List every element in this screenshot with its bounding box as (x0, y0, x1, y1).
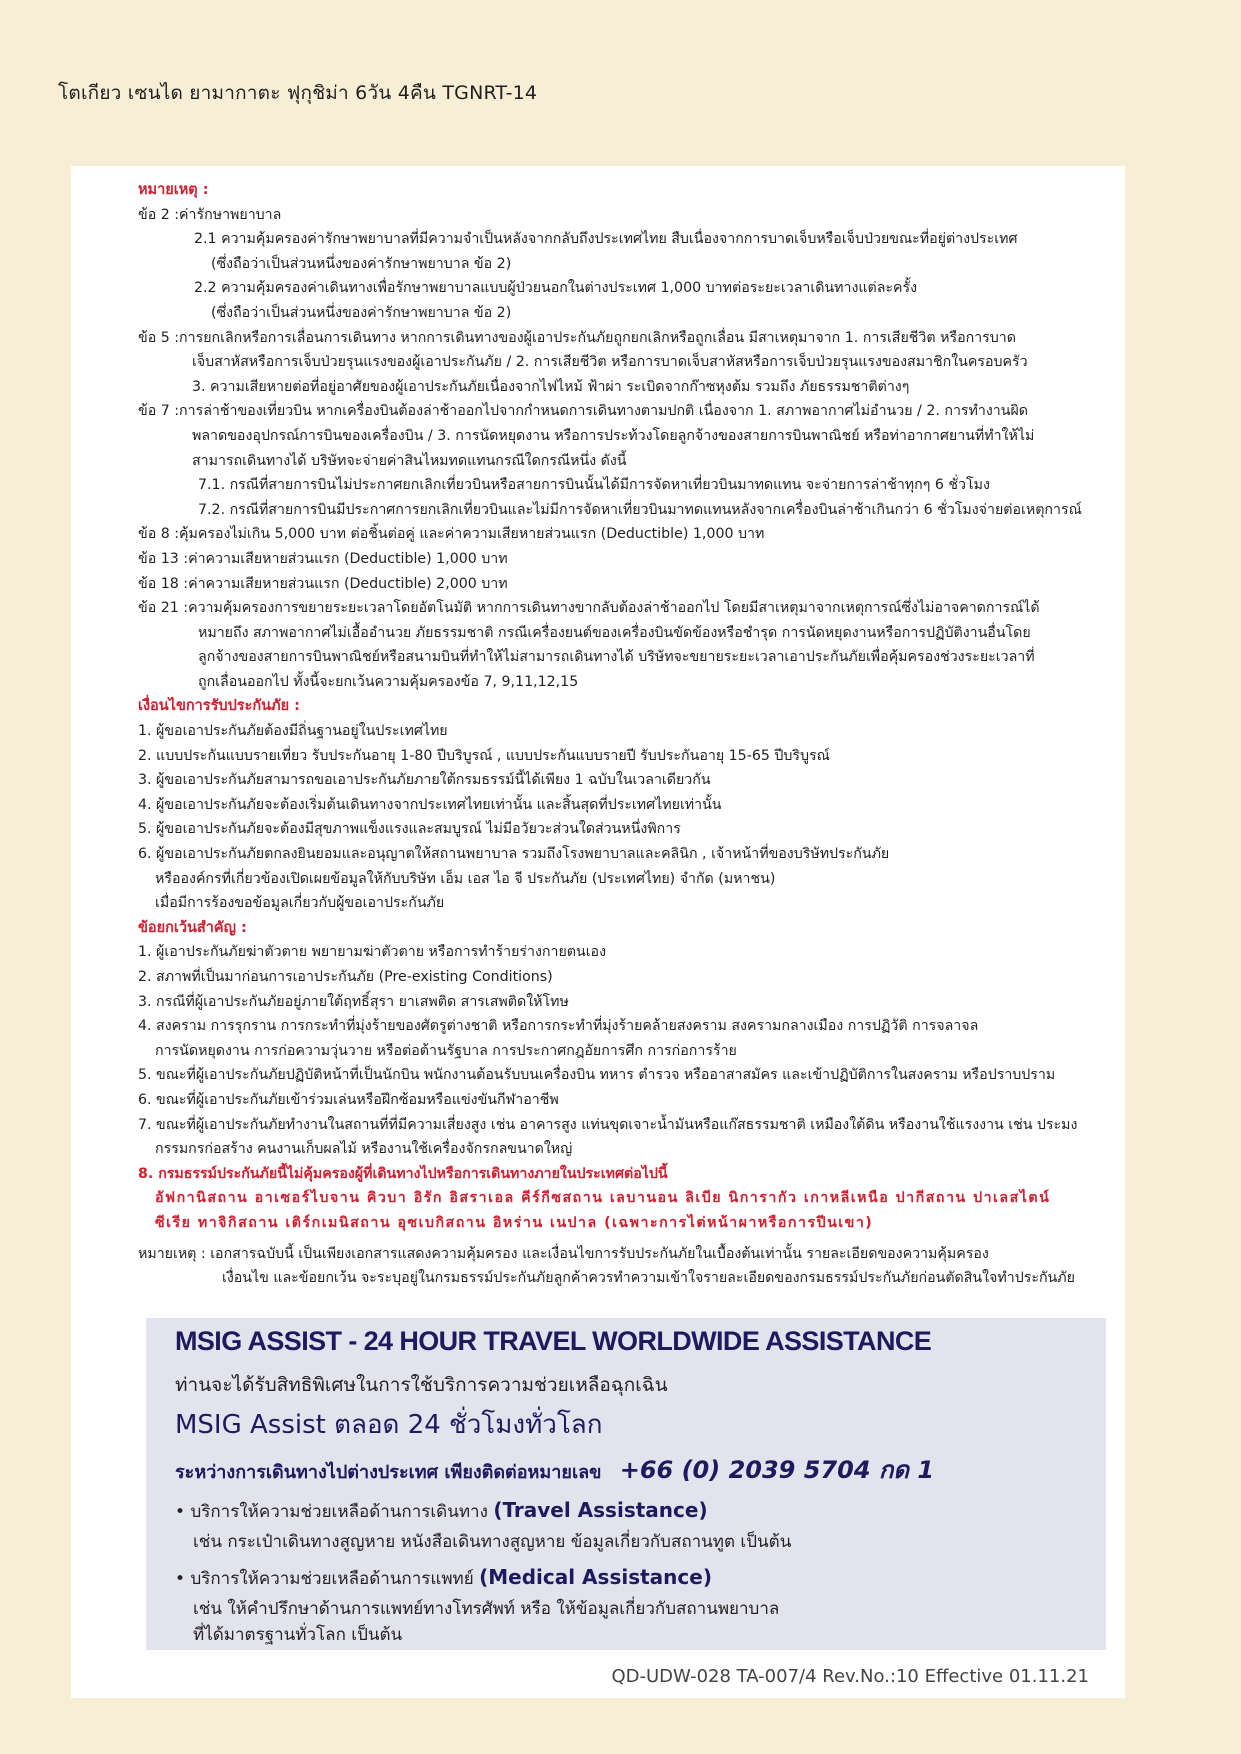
remark-item-18 (138, 572, 1138, 597)
exclusion-item-cont: การนัดหยุดงาน การก่อความวุ่นวาย หรือต่อต้านรัฐบาล การประกาศกฎอัยการศึก การก่อการร้าย (155, 1042, 737, 1059)
remark-item-8 (138, 522, 1138, 547)
condition-item-cont: หรือองค์กรที่เกี่ยวข้องเปิดเผยข้อมูลให้กับบริษัท เอ็ม เอส ไอ จี ประกันภัย (ประเทศไทย) จำกัด (มหาชน) (155, 870, 776, 887)
exclusion-item: 3. กรณีที่ผู้เอาประกันภัยอยู่ภายใต้ฤทธิ์สุรา ยาเสพติด สารเสพติดให้โทษ (138, 993, 569, 1010)
remark-item-21 (138, 596, 1138, 621)
remark-item-2 (138, 203, 1138, 228)
service-label: บริการให้ความช่วยเหลือด้านการเดินทาง (190, 1502, 494, 1522)
condition-item-cont: เมื่อมีการร้องขอข้อมูลเกี่ยวกับผู้ขอเอาประกันภัย (155, 895, 445, 912)
remark-label: ข้อ 5 : (138, 329, 180, 346)
conditions-heading: เงื่อนไขการรับประกันภัย : (138, 698, 300, 715)
remark-text: ค่ารักษาพยาบาล (179, 206, 282, 223)
assist-contact-text: ระหว่างการเดินทางไปต่างประเทศ เพียงติดต่อหมายเลข (175, 1462, 602, 1483)
remark-label: ข้อ 13 : (138, 550, 189, 567)
remark-text: การล่าช้าของเที่ยวบิน หากเครื่องบินต้องล่าช้าออกไปจากกำหนดการเดินทางตามปกติ เนื่องจาก 1. สภาพอากาศไม่อำนวย / 2. การทำงานผิด (179, 403, 1028, 420)
exclusion-item: 5. ขณะที่ผู้เอาประกันภัยปฏิบัติหน้าที่เป็นนักบิน พนักงานต้อนรับบนเครื่องบิน ทหาร ตำรวจ หรืออาสาสมัคร และเข้าปฏิบัติการในสงคราม หรือปราบปราม (138, 1067, 1056, 1084)
footnote: หมายเหตุ : เอกสารฉบับนี้ เป็นเพียงเอกสารแสดงความคุ้มครอง และเงื่อนไขการรับประกันภัยในเบื้องต้นเท่านั้น รายละเอียดของความคุ้มครอง (138, 1245, 989, 1262)
condition-item: 2. แบบประกันแบบรายเที่ยว รับประกันอายุ 1-80 ปีบริบูรณ์ , แบบประกันแบบรายปี รับประกันอายุ 15-65 ปีบริบูรณ์ (138, 747, 830, 764)
service-desc: เช่น ให้คำปรึกษาด้านการแพทย์ทางโทรศัพท์ หรือ ให้ข้อมูลเกี่ยวกับสถานพยาบาล (193, 1599, 780, 1619)
condition-item: 3. ผู้ขอเอาประกันภัยสามารถขอเอาประกันภัยภายใต้กรมธรรม์นี้ได้เพียง 1 ฉบับในเวลาเดียวกัน (138, 772, 711, 789)
remark-label: ข้อ 8 : (138, 526, 180, 543)
service-desc: เช่น กระเป๋าเดินทางสูญหาย หนังสือเดินทางสูญหาย ข้อมูลเกี่ยวกับสถานทูต เป็นต้น (193, 1532, 792, 1552)
assist-title: MSIG ASSIST - 24 HOUR TRAVEL WORLDWIDE ASSISTANCE (175, 1326, 932, 1356)
assist-tagline: MSIG Assist ตลอด 24 ชั่วโมงทั่วโลก (175, 1410, 603, 1440)
remark-label: ข้อ 18 : (138, 575, 189, 592)
condition-item: 1. ผู้ขอเอาประกันภัยต้องมีถิ่นฐานอยู่ในประเทศไทย (138, 723, 448, 740)
remark-item-7 (138, 399, 1138, 424)
assist-subtitle: ท่านจะได้รับสิทธิพิเศษในการใช้บริการความช่วยเหลือฉุกเฉิน (175, 1374, 668, 1396)
page-title: โตเกียว เซนได ยามากาตะ ฟุกุชิม่า 6วัน 4คืน TGNRT-14 (58, 82, 538, 104)
remark-21-line: ถูกเลื่อนออกไป ทั้งนี้จะยกเว้นความคุ้มครองข้อ 7, 9,11,12,15 (198, 673, 579, 690)
document-code: QD-UDW-028 TA-007/4 Rev.No.:10 Effective 01.11.21 (611, 1666, 1089, 1687)
document-body (138, 178, 1138, 1291)
remark-text: การยกเลิกหรือการเลื่อนการเดินทาง หากการเดินทางของผู้เอาประกันภัยถูกยกเลิกหรือถูกเลื่อน มีสาเหตุมาจาก 1. การเสียชีวิต หรือการบาด (179, 329, 1016, 346)
remark-2-1: 2.1 ความคุ้มครองค่ารักษาพยาบาลที่มีความจำเป็นหลังจากกลับถึงประเทศไทย สืบเนื่องจากการบาดเจ็บหรือเจ็บป่วยขณะที่อยู่ต่างประเทศ (194, 231, 1018, 248)
remark-21-line: หมายถึง สภาพอากาศไม่เอื้ออำนวย ภัยธรรมชาติ กรณีเครื่องยนต์ของเครื่องบินขัดข้องหรือชำรุด การนัดหยุดงานหรือการปฏิบัติงานอื่นโดย (198, 624, 1031, 641)
remark-text: ค่าความเสียหายส่วนแรก (Deductible) 2,000 บาท (188, 575, 508, 592)
exclusion-item-cont: กรรมกรก่อสร้าง คนงานเก็บผลไม้ หรืองานใช้เครื่องจักรกลขนาดใหญ่ (155, 1141, 573, 1158)
remark-7-2: 7.2. กรณีที่สายการบินมีประกาศการยกเลิกเที่ยวบินและไม่มีการจัดหาเที่ยวบินมาทดแทนหลังจากเครื่องบินล่าช้าเกินกว่า 6 ชั่วโมงจ่ายต่อเหตุการณ์ (198, 501, 1082, 518)
condition-item: 4. ผู้ขอเอาประกันภัยจะต้องเริ่มต้นเดินทางจากประเทศไทยเท่านั้น และสิ้นสุดที่ประเทศไทยเท่านั้น (138, 796, 722, 813)
service-medical (175, 1565, 712, 1592)
service-desc: ที่ได้มาตรฐานทั่วโลก เป็นต้น (193, 1625, 403, 1645)
exclusion-item: 4. สงคราม การรุกราน การกระทำที่มุ่งร้ายของศัตรูต่างชาติ หรือการกระทำที่มุ่งร้ายคล้ายสงคราม สงครามกลางเมือง การปฏิวัติ การจลาจล (138, 1018, 979, 1035)
exclusion-item-8 (138, 1162, 1138, 1236)
bullet-icon: • (175, 1569, 191, 1589)
excluded-countries: ซีเรีย ทาจิกิสถาน เติร์กเมนิสถาน อุซเบกิสถาน อิหร่าน เนปาล (เฉพาะการไต่หน้าผาหรือการปีนเขา) (155, 1214, 874, 1231)
service-travel (175, 1498, 708, 1525)
remark-2-1-note: (ซึ่งถือว่าเป็นส่วนหนึ่งของค่ารักษาพยาบาล ข้อ 2) (211, 255, 512, 272)
remark-text: ค่าความเสียหายส่วนแรก (Deductible) 1,000 บาท (188, 550, 508, 567)
excluded-countries: อัฟกานิสถาน อาเซอร์ไบจาน คิวบา อิรัก อิสราเอล คีร์กีซสถาน เลบานอน ลิเบีย นิการากัว เกาหลีเหนือ ปากีสถาน ปาเลสไตน์ (155, 1190, 1051, 1207)
condition-item: 6. ผู้ขอเอาประกันภัยตกลงยินยอมและอนุญาตให้สถานพยาบาล รวมถึงโรงพยาบาลและคลินิก , เจ้าหน้าที่ของบริษัทประกันภัย (138, 846, 890, 863)
msig-assist-panel (146, 1318, 1106, 1650)
remark-7-1: 7.1. กรณีที่สายการบินไม่ประกาศยกเลิกเที่ยวบินหรือสายการบินนั้นได้มีการจัดหาเที่ยวบินมาทดแทน จะจ่ายการล่าช้าทุกๆ 6 ชั่วโมง (198, 477, 990, 494)
remark-label: ข้อ 21 : (138, 600, 189, 617)
remark-2-2-note: (ซึ่งถือว่าเป็นส่วนหนึ่งของค่ารักษาพยาบาล ข้อ 2) (211, 304, 512, 321)
remark-21-line: ลูกจ้างของสายการบินพาณิชย์หรือสนามบินที่ทำให้ไม่สามารถเดินทางได้ บริษัทจะขยายระยะเวลาเอาประกันภัยเพื่อคุ้มครองช่วงระยะเวลาที่ (198, 649, 1035, 666)
remarks-heading: หมายเหตุ : (138, 182, 209, 198)
service-label: บริการให้ความช่วยเหลือด้านการแพทย์ (190, 1569, 480, 1589)
exclusions-heading: ข้อยกเว้นสำคัญ : (138, 919, 247, 936)
remark-item-13 (138, 547, 1138, 572)
document-sheet (71, 166, 1125, 1698)
service-name-en: (Medical Assistance) (479, 1565, 712, 1589)
remark-label: ข้อ 2 : (138, 206, 180, 223)
assist-phone: +66 (0) 2039 5704 กด 1 (619, 1456, 935, 1484)
exclusion-item: 1. ผู้เอาประกันภัยฆ่าตัวตาย พยายามฆ่าตัวตาย หรือการทำร้ายร่างกายตนเอง (138, 944, 607, 961)
exclusion-item: 7. ขณะที่ผู้เอาประกันภัยทำงานในสถานที่ที่มีความเสี่ยงสูง เช่น อาคารสูง แท่นขุดเจาะน้ำมันหรือแก๊สธรรมชาติ เหมืองใต้ดิน หรืองานใช้แรงงาน เช่น ประมง (138, 1116, 1078, 1133)
remark-7-line: สามารถเดินทางได้ บริษัทจะจ่ายค่าสินไหมทดแทนกรณีใดกรณีหนึ่ง ดังนี้ (192, 452, 627, 469)
exclusion-item: 6. ขณะที่ผู้เอาประกันภัยเข้าร่วมเล่นหรือฝึกซ้อมหรือแข่งขันกีฬาอาชีพ (138, 1091, 559, 1108)
remark-text: คุ้มครองไม่เกิน 5,000 บาท ต่อชิ้นต่อคู่ และค่าความเสียหายส่วนแรก (Deductible) 1,000 บาท (179, 526, 765, 543)
remark-item-5 (138, 326, 1138, 351)
remark-text: ความคุ้มครองการขยายระยะเวลาโดยอัตโนมัติ หากการเดินทางขากลับต้องล่าช้าออกไป โดยมีสาเหตุมาจากเหตุการณ์ซึ่งไม่อาจคาดการณ์ได้ (188, 600, 1040, 617)
footnote-cont: เงื่อนไข และข้อยกเว้น จะระบุอยู่ในกรมธรรม์ประกันภัยลูกค้าควรทำความเข้าใจรายละเอียดของกรมธรรม์ประกันภัยก่อนตัดสินใจทำประกันภัย (222, 1270, 1075, 1287)
remark-7-line: พลาดของอุปกรณ์การบินของเครื่องบิน / 3. การนัดหยุดงาน หรือการประท้วงโดยลูกจ้างของสายการบินพาณิชย์ หรือท่าอากาศยานที่ทำให้ไม่ (192, 427, 1035, 444)
condition-item: 5. ผู้ขอเอาประกันภัยจะต้องมีสุขภาพแข็งแรงและสมบูรณ์ ไม่มีอวัยวะส่วนใดส่วนหนึ่งพิการ (138, 821, 681, 838)
bullet-icon: • (175, 1502, 191, 1522)
assist-contact (175, 1450, 934, 1489)
remark-5-line: เจ็บสาหัสหรือการเจ็บป่วยรุนแรงของผู้เอาประกันภัย / 2. การเสียชีวิต หรือการบาดเจ็บสาหัสหรือการเจ็บป่วยรุนแรงของสมาชิกในครอบครัว (192, 354, 1028, 371)
exclusion-item: 2. สภาพที่เป็นมาก่อนการเอาประกันภัย (Pre-existing Conditions) (138, 969, 553, 985)
remark-label: ข้อ 7 : (138, 403, 180, 420)
exclusion-8-text: 8. กรมธรรม์ประกันภัยนี้ไม่คุ้มครองผู้ที่เดินทางไปหรือการเดินทางภายในประเทศต่อไปนี้ (138, 1165, 668, 1182)
remark-2-2: 2.2 ความคุ้มครองค่าเดินทางเพื่อรักษาพยาบาลแบบผู้ป่วยนอกในต่างประเทศ 1,000 บาทต่อระยะเวลาเดินทางแต่ละครั้ง (194, 280, 918, 297)
service-name-en: (Travel Assistance) (493, 1498, 708, 1522)
remark-5-line: 3. ความเสียหายต่อที่อยู่อาศัยของผู้เอาประกันภัยเนื่องจากไฟไหม้ ฟ้าผ่า ระเบิดจากก๊าซหุงต้ม รวมถึง ภัยธรรมชาติต่างๆ (192, 378, 910, 395)
